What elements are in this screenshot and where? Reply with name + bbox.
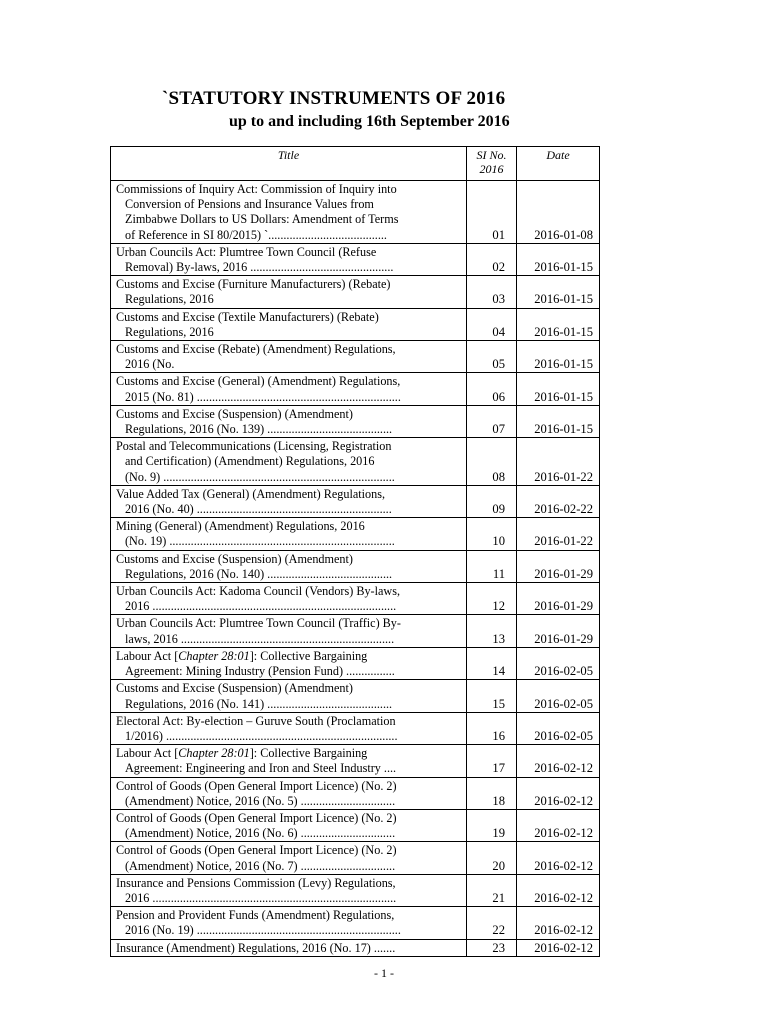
- table-row: [111, 939, 600, 956]
- title-text: Labour Act [: [116, 648, 179, 663]
- date-cell: 2016-02-12: [517, 777, 600, 809]
- table-row: [111, 308, 600, 340]
- si-number-cell: 04: [467, 308, 517, 340]
- title-line: Control of Goods (Open General Import Licence) (No. 2): [116, 778, 397, 793]
- si-number-cell: 09: [467, 485, 517, 517]
- header-si-line2: 2016: [479, 162, 504, 176]
- title-line: Regulations, 2016 (No. 141) .........................................: [125, 696, 393, 711]
- table-row: [111, 842, 600, 874]
- title-line: Agreement: Mining Industry (Pension Fund) ................: [125, 664, 395, 679]
- si-number-cell: 11: [467, 550, 517, 582]
- si-number-cell: 16: [467, 712, 517, 744]
- date-cell: 2016-01-22: [517, 518, 600, 550]
- date-cell: 2016-02-12: [517, 745, 600, 777]
- date-cell: 2016-01-29: [517, 615, 600, 647]
- title-line: (No. 19) ..........................................................................: [125, 534, 395, 549]
- table-row: [111, 874, 600, 906]
- header-date: Date: [517, 147, 600, 181]
- title-line: 2015 (No. 81) ...................................................................: [125, 389, 401, 404]
- title-line: Regulations, 2016: [125, 324, 214, 339]
- page-number: - 1 -: [374, 966, 394, 980]
- title-line: 2016 ................................................................................: [125, 890, 397, 905]
- title-cell: [111, 373, 467, 405]
- table-row: [111, 518, 600, 550]
- title-text: Labour Act [: [116, 746, 179, 761]
- title-cell: [111, 615, 467, 647]
- si-number-cell: 19: [467, 809, 517, 841]
- si-number-cell: 07: [467, 405, 517, 437]
- table-row: [111, 907, 600, 939]
- title-cell: [111, 907, 467, 939]
- title-line: 2016 (No. 19) ...................................................................: [125, 923, 401, 938]
- title-cell: [111, 485, 467, 517]
- table-row: [111, 181, 600, 244]
- si-number-cell: 05: [467, 341, 517, 373]
- table-row: [111, 485, 600, 517]
- title-line: Urban Councils Act: Plumtree Town Council (Traffic) By-: [116, 616, 401, 631]
- date-cell: 2016-01-15: [517, 308, 600, 340]
- table-row: [111, 680, 600, 712]
- title-line: Agreement: Engineering and Iron and Steel Industry ....: [125, 761, 397, 776]
- date-cell: 2016-01-15: [517, 243, 600, 275]
- date-cell: 2016-02-05: [517, 647, 600, 679]
- si-number-cell: 17: [467, 745, 517, 777]
- title-cell: [111, 745, 467, 777]
- title-cell: [111, 583, 467, 615]
- date-cell: 2016-01-22: [517, 438, 600, 486]
- title-line: Regulations, 2016 (No. 139) .........................................: [125, 422, 393, 437]
- title-line: Value Added Tax (General) (Amendment) Regulations,: [116, 486, 385, 501]
- title-cell: [111, 550, 467, 582]
- title-cell: [111, 308, 467, 340]
- title-line: Customs and Excise (Suspension) (Amendment): [116, 681, 353, 696]
- table-row: [111, 550, 600, 582]
- table-row: [111, 438, 600, 486]
- title-line: 2016 (No.: [125, 357, 175, 372]
- document-subtitle: up to and including 16th September 2016: [229, 113, 510, 130]
- si-number-cell: 13: [467, 615, 517, 647]
- title-cell: [111, 939, 467, 956]
- table-row: [111, 745, 600, 777]
- date-cell: 2016-01-15: [517, 373, 600, 405]
- title-cell: [111, 777, 467, 809]
- title-cell: [111, 341, 467, 373]
- table-row: [111, 809, 600, 841]
- title-line: 2016 ................................................................................: [125, 599, 397, 614]
- title-line: Commissions of Inquiry Act: Commission of Inquiry into: [116, 182, 397, 196]
- table-row: [111, 243, 600, 275]
- title-line: Customs and Excise (General) (Amendment) Regulations,: [116, 374, 401, 389]
- title-cell: [111, 680, 467, 712]
- title-line: of Reference in SI 80/2015) `.......................................: [125, 227, 387, 242]
- table-row: [111, 405, 600, 437]
- table-row: [111, 647, 600, 679]
- title-line: Customs and Excise (Furniture Manufacturers) (Rebate): [116, 277, 391, 292]
- title-cell: [111, 647, 467, 679]
- header-title: Title: [111, 147, 467, 181]
- title-line: 1/2016) ............................................................................: [125, 728, 398, 743]
- document-title: `STATUTORY INSTRUMENTS OF 2016: [162, 88, 506, 109]
- title-line: Postal and Telecommunications (Licensing, Registration: [116, 439, 392, 454]
- title-line: Control of Goods (Open General Import Licence) (No. 2): [116, 843, 397, 858]
- table-row: [111, 583, 600, 615]
- si-number-cell: 21: [467, 874, 517, 906]
- title-cell: [111, 405, 467, 437]
- si-number-cell: 12: [467, 583, 517, 615]
- title-line: Customs and Excise (Textile Manufacturers) (Rebate): [116, 309, 379, 324]
- table-row: [111, 777, 600, 809]
- date-cell: 2016-01-15: [517, 405, 600, 437]
- title-cell: [111, 842, 467, 874]
- title-line: Urban Councils Act: Kadoma Council (Vendors) By-laws,: [116, 584, 400, 599]
- si-number-cell: 02: [467, 243, 517, 275]
- si-number-cell: 14: [467, 647, 517, 679]
- date-cell: 2016-02-12: [517, 907, 600, 939]
- header-si-number: [467, 147, 517, 181]
- table-row: [111, 712, 600, 744]
- title-cell: [111, 438, 467, 486]
- title-line: Customs and Excise (Suspension) (Amendment): [116, 406, 353, 421]
- title-line: laws, 2016 ......................................................................: [125, 631, 395, 646]
- si-number-cell: 22: [467, 907, 517, 939]
- si-number-cell: 06: [467, 373, 517, 405]
- title-line: Control of Goods (Open General Import Licence) (No. 2): [116, 810, 397, 825]
- si-number-cell: 10: [467, 518, 517, 550]
- title-line: Insurance and Pensions Commission (Levy) Regulations,: [116, 875, 396, 890]
- title-line: [116, 746, 462, 761]
- table-body: [111, 181, 600, 957]
- table-row: [111, 373, 600, 405]
- date-cell: 2016-02-12: [517, 939, 600, 956]
- title-line: Customs and Excise (Rebate) (Amendment) Regulations,: [116, 342, 396, 357]
- date-cell: 2016-01-29: [517, 583, 600, 615]
- date-cell: 2016-02-05: [517, 680, 600, 712]
- table-header-row: [111, 147, 600, 181]
- title-line: Urban Councils Act: Plumtree Town Council (Refuse: [116, 244, 377, 259]
- si-number-cell: 15: [467, 680, 517, 712]
- title-cell: [111, 243, 467, 275]
- date-cell: 2016-01-08: [517, 181, 600, 244]
- title-line: Electoral Act: By-election – Guruve South (Proclamation: [116, 713, 396, 728]
- title-line: 2016 (No. 40) ................................................................: [125, 502, 392, 517]
- title-line: (No. 9) ............................................................................: [125, 469, 395, 484]
- title-line: (Amendment) Notice, 2016 (No. 5) ...............................: [125, 793, 396, 808]
- title-cell: [111, 181, 467, 244]
- title-line: Mining (General) (Amendment) Regulations, 2016: [116, 519, 365, 534]
- title-line: [116, 649, 462, 664]
- title-text: ]: Collective Bargaining: [249, 648, 368, 663]
- title-line: Customs and Excise (Suspension) (Amendment): [116, 551, 353, 566]
- date-cell: 2016-02-22: [517, 485, 600, 517]
- title-line: Regulations, 2016 (No. 140) .........................................: [125, 566, 393, 581]
- date-cell: 2016-02-12: [517, 842, 600, 874]
- title-line: Conversion of Pensions and Insurance Values from: [125, 197, 374, 212]
- title-cell: [111, 809, 467, 841]
- date-cell: 2016-01-15: [517, 276, 600, 308]
- title-line: and Certification) (Amendment) Regulations, 2016: [125, 454, 375, 469]
- title-line: (Amendment) Notice, 2016 (No. 6) ...............................: [125, 826, 396, 841]
- date-cell: 2016-02-12: [517, 874, 600, 906]
- si-number-cell: 08: [467, 438, 517, 486]
- si-number-cell: 03: [467, 276, 517, 308]
- table-row: [111, 276, 600, 308]
- date-cell: 2016-02-05: [517, 712, 600, 744]
- chapter-reference: Chapter 28:01: [178, 746, 250, 761]
- si-number-cell: 23: [467, 939, 517, 956]
- title-line: Regulations, 2016: [125, 292, 214, 307]
- title-line: Zimbabwe Dollars to US Dollars: Amendment of Terms: [125, 212, 399, 227]
- title-cell: [111, 276, 467, 308]
- date-cell: 2016-01-15: [517, 341, 600, 373]
- date-cell: 2016-02-12: [517, 809, 600, 841]
- title-line: Removal) By-laws, 2016 ...............................................: [125, 260, 394, 275]
- si-number-cell: 01: [467, 181, 517, 244]
- date-cell: 2016-01-29: [517, 550, 600, 582]
- table-row: [111, 615, 600, 647]
- title-text: ]: Collective Bargaining: [249, 746, 368, 761]
- statutory-instruments-table: [110, 146, 600, 957]
- table-row: [111, 341, 600, 373]
- title-line: Pension and Provident Funds (Amendment) Regulations,: [116, 908, 395, 923]
- title-line: Insurance (Amendment) Regulations, 2016 (No. 17) .......: [116, 940, 396, 955]
- title-line: (Amendment) Notice, 2016 (No. 7) ...............................: [125, 858, 396, 873]
- chapter-reference: Chapter 28:01: [178, 648, 250, 663]
- header-si-line1: SI No.: [476, 148, 507, 162]
- title-cell: [111, 712, 467, 744]
- title-cell: [111, 874, 467, 906]
- si-number-cell: 18: [467, 777, 517, 809]
- si-number-cell: 20: [467, 842, 517, 874]
- title-cell: [111, 518, 467, 550]
